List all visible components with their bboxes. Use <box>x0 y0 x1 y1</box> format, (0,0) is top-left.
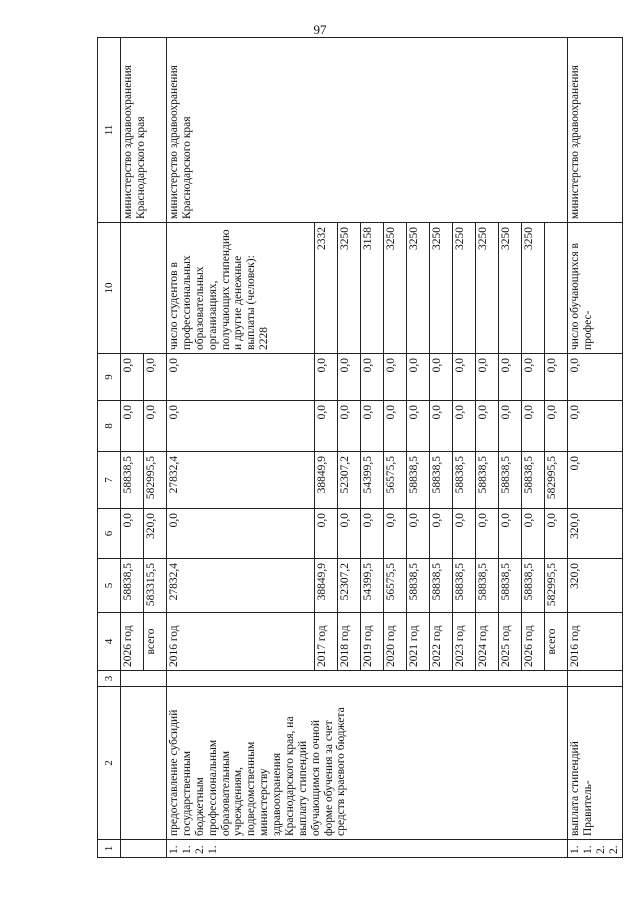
year-cell: 2025 год <box>499 613 522 671</box>
federal-cell: 0,0 <box>315 509 338 559</box>
header-col-6: 6 <box>98 509 121 559</box>
other-cell: 0,0 <box>522 354 545 401</box>
local-cell: 0,0 <box>121 401 144 452</box>
local-cell: 0,0 <box>315 401 338 452</box>
total-cell: 56575,5 <box>384 559 407 613</box>
local-cell: 0,0 <box>568 401 623 452</box>
total-cell: 58838,5 <box>407 559 430 613</box>
local-cell: 0,0 <box>144 401 167 452</box>
indicator-value: 3250 <box>522 223 545 354</box>
header-col-3: 3 <box>98 671 121 687</box>
other-cell: 0,0 <box>121 354 144 401</box>
other-cell: 0,0 <box>384 354 407 401</box>
header-col-4: 4 <box>98 613 121 671</box>
continuation-empty-cell <box>121 840 167 858</box>
indicator-value <box>545 223 568 354</box>
federal-cell: 0,0 <box>338 509 361 559</box>
indicator-value: 2228 <box>258 327 271 350</box>
federal-cell: 320,0 <box>568 509 623 559</box>
regional-cell: 58838,5 <box>407 452 430 509</box>
federal-cell: 0,0 <box>453 509 476 559</box>
row-number-cell: 1.1.2.2. <box>568 840 623 858</box>
local-cell: 0,0 <box>384 401 407 452</box>
federal-cell: 320,0 <box>144 509 167 559</box>
federal-cell: 0,0 <box>407 509 430 559</box>
year-cell: 2026 год <box>522 613 545 671</box>
federal-cell: 0,0 <box>384 509 407 559</box>
other-cell: 0,0 <box>453 354 476 401</box>
regional-cell: 38849,9 <box>315 452 338 509</box>
total-cell: 58838,5 <box>121 559 144 613</box>
indicator-value: 3250 <box>476 223 499 354</box>
other-cell: 0,0 <box>167 354 315 401</box>
total-cell: 58838,5 <box>499 559 522 613</box>
other-cell: 0,0 <box>499 354 522 401</box>
federal-cell: 0,0 <box>476 509 499 559</box>
rotated-page-frame <box>97 38 620 858</box>
row-number-cell: 1.1.2.1. <box>167 840 568 858</box>
regional-cell: 58838,5 <box>121 452 144 509</box>
regional-cell: 56575,5 <box>384 452 407 509</box>
header-col-7: 7 <box>98 452 121 509</box>
regional-cell: 58838,5 <box>453 452 476 509</box>
other-cell: 0,0 <box>545 354 568 401</box>
table-row <box>568 38 623 858</box>
other-cell: 0,0 <box>407 354 430 401</box>
table-row <box>121 38 144 858</box>
indicator-value: 3250 <box>453 223 476 354</box>
total-cell: 58838,5 <box>430 559 453 613</box>
total-cell: 320,0 <box>568 559 623 613</box>
rotated-table-wrapper <box>97 38 620 858</box>
header-col-5: 5 <box>98 559 121 613</box>
local-cell: 0,0 <box>545 401 568 452</box>
federal-cell: 0,0 <box>545 509 568 559</box>
year-cell: 2024 год <box>476 613 499 671</box>
year-cell: 2021 год <box>407 613 430 671</box>
other-cell: 0,0 <box>338 354 361 401</box>
regional-cell: 27832,4 <box>167 452 315 509</box>
responsible-cell: министерство здравоохранения <box>568 38 623 223</box>
regional-cell: 58838,5 <box>430 452 453 509</box>
continuation-empty-cell <box>121 671 167 687</box>
empty-cell <box>568 671 623 687</box>
other-cell: 0,0 <box>430 354 453 401</box>
regional-cell: 58838,5 <box>499 452 522 509</box>
local-cell: 0,0 <box>407 401 430 452</box>
indicator-value: 3250 <box>407 223 430 354</box>
other-cell: 0,0 <box>476 354 499 401</box>
other-cell: 0,0 <box>144 354 167 401</box>
total-cell: 58838,5 <box>522 559 545 613</box>
budget-table <box>97 37 623 858</box>
header-col-2: 2 <box>98 687 121 840</box>
empty-cell <box>167 671 568 687</box>
other-cell: 0,0 <box>361 354 384 401</box>
year-cell: 2016 год <box>568 613 623 671</box>
local-cell: 0,0 <box>476 401 499 452</box>
local-cell: 0,0 <box>338 401 361 452</box>
regional-cell: 582995,5 <box>545 452 568 509</box>
indicator-value: 3250 <box>430 223 453 354</box>
year-cell: 2020 год <box>384 613 407 671</box>
federal-cell: 0,0 <box>522 509 545 559</box>
other-cell: 0,0 <box>568 354 623 401</box>
federal-cell: 0,0 <box>361 509 384 559</box>
federal-cell: 0,0 <box>430 509 453 559</box>
description-cell: предоставление субсидий государственным бюджетным профессиональным образовательным учреждениям, подведомственным министерству здравоохранения Краснодарского края, на выплату стипендий обучающимся по очной форме обучения за счет средств краевого бюджета <box>167 687 568 840</box>
header-col-9: 9 <box>98 354 121 401</box>
continuation-empty-cell <box>121 687 167 840</box>
local-cell: 0,0 <box>167 401 315 452</box>
year-cell: всего <box>545 613 568 671</box>
indicator-value: 3250 <box>384 223 407 354</box>
indicator-cell: число обучающихся в профес- <box>568 223 623 354</box>
federal-cell: 0,0 <box>121 509 144 559</box>
local-cell: 0,0 <box>522 401 545 452</box>
year-cell: 2026 год <box>121 613 144 671</box>
table-row <box>167 38 315 858</box>
indicator-value: 3250 <box>338 223 361 354</box>
indicator-value: 3158 <box>361 223 384 354</box>
total-cell: 27832,4 <box>167 559 315 613</box>
total-cell: 58838,5 <box>453 559 476 613</box>
regional-cell: 54399,5 <box>361 452 384 509</box>
responsible-cell: министерство здравоохранения Краснодарского края <box>121 38 167 223</box>
year-cell: 2022 год <box>430 613 453 671</box>
regional-cell: 58838,5 <box>522 452 545 509</box>
indicator-value: 2332 <box>315 223 338 354</box>
responsible-cell: министерство здравоохранения Краснодарского края <box>167 38 568 223</box>
header-col-11: 11 <box>98 38 121 223</box>
local-cell: 0,0 <box>361 401 384 452</box>
header-col-10: 10 <box>98 223 121 354</box>
continuation-empty-cell <box>121 223 167 354</box>
header-col-1: 1 <box>98 840 121 858</box>
year-cell: 2019 год <box>361 613 384 671</box>
description-cell: выплата стипендий Правитель- <box>568 687 623 840</box>
page-number: 97 <box>313 22 327 37</box>
header-col-8: 8 <box>98 401 121 452</box>
year-cell: 2023 год <box>453 613 476 671</box>
regional-cell: 0,0 <box>568 452 623 509</box>
header-row <box>98 38 121 858</box>
federal-cell: 0,0 <box>499 509 522 559</box>
regional-cell: 52307,2 <box>338 452 361 509</box>
indicator-text: число студентов в профессиональных образовательных организациях, получающих стипендию и другие денежные выплаты (человек): <box>168 229 258 350</box>
total-cell: 583315,5 <box>144 559 167 613</box>
year-cell: 2018 год <box>338 613 361 671</box>
total-cell: 58838,5 <box>476 559 499 613</box>
total-cell: 54399,5 <box>361 559 384 613</box>
indicator-cell <box>167 223 315 354</box>
local-cell: 0,0 <box>430 401 453 452</box>
federal-cell: 0,0 <box>167 509 315 559</box>
other-cell: 0,0 <box>315 354 338 401</box>
local-cell: 0,0 <box>499 401 522 452</box>
total-cell: 38849,9 <box>315 559 338 613</box>
year-cell: 2017 год <box>315 613 338 671</box>
total-cell: 582995,5 <box>545 559 568 613</box>
local-cell: 0,0 <box>453 401 476 452</box>
regional-cell: 58838,5 <box>476 452 499 509</box>
year-cell: 2016 год <box>167 613 315 671</box>
regional-cell: 582995,5 <box>144 452 167 509</box>
total-cell: 52307,2 <box>338 559 361 613</box>
indicator-value: 3250 <box>499 223 522 354</box>
year-cell: всего <box>144 613 167 671</box>
